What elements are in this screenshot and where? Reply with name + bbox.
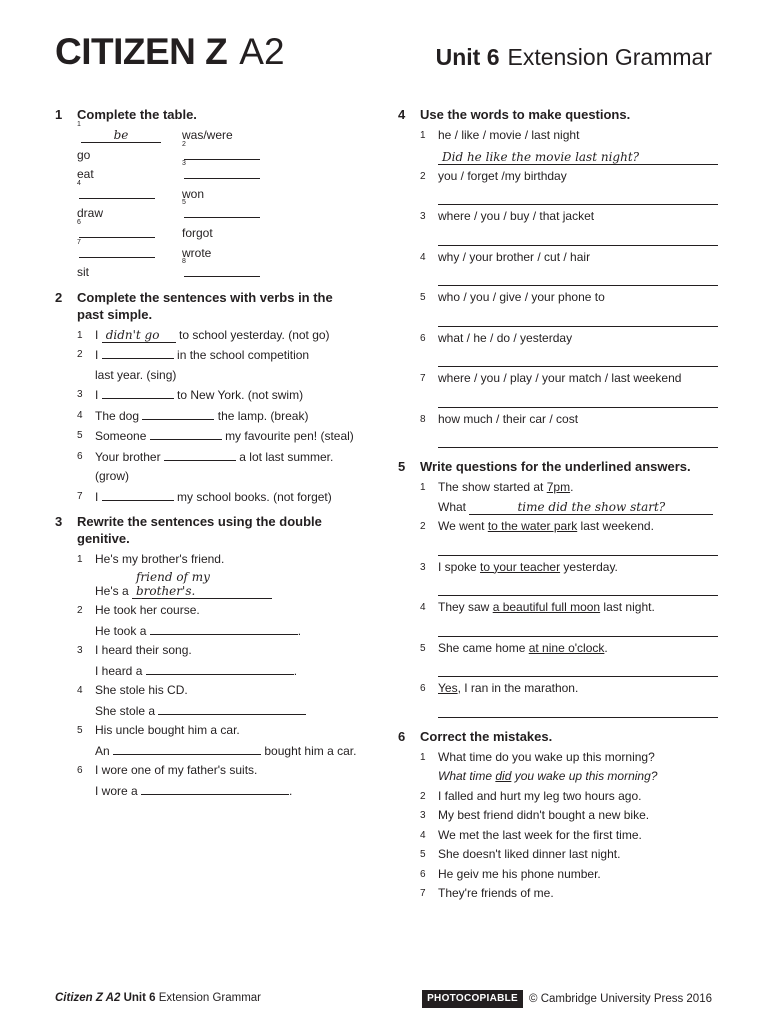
list-item: 5 Someone my favourite pen! (steal) xyxy=(55,426,360,447)
list-item: 6 Your brother a lot last summer. (grow) xyxy=(55,447,360,487)
left-column xyxy=(55,106,360,807)
exercise-1 xyxy=(55,106,360,283)
list-item: 5 His uncle bought him a car. An bought him a car. xyxy=(77,723,357,758)
answer-blank[interactable] xyxy=(102,345,174,359)
answer-line[interactable] xyxy=(438,699,718,718)
footer-copyright xyxy=(422,990,712,1008)
list-item: 6 I wore one of my father's suits. I wore a . xyxy=(77,763,293,798)
exercise-heading xyxy=(55,513,360,547)
unit-section: Extension Grammar xyxy=(507,44,712,70)
answer-blank[interactable] xyxy=(141,781,289,795)
table-cell: sit xyxy=(77,265,89,280)
answer-blank[interactable] xyxy=(102,487,174,501)
exercise-title: Use the words to make questions. xyxy=(420,107,631,122)
list-item: 3 My best friend didn't bought a new bike. xyxy=(420,808,650,822)
list-item: 4 They saw a beautiful full moon last night. xyxy=(420,600,655,614)
exercise-heading xyxy=(398,728,718,745)
model-correction: What time did you wake up this morning? xyxy=(438,769,658,783)
table-cell: 3 xyxy=(182,165,292,185)
footer-unit: Unit 6 xyxy=(123,992,156,1004)
table-cell: forgot xyxy=(182,225,213,240)
list-item: 3 where / you / buy / that jacket xyxy=(420,209,595,223)
list-item: 2 We went to the water park last weekend. xyxy=(420,519,654,533)
list-item: 2 I falled and hurt my leg two hours ago. xyxy=(420,788,642,803)
list-item: 2 you / forget /my birthday xyxy=(420,168,567,183)
exercise-heading xyxy=(55,106,360,123)
exercise-5 xyxy=(398,458,718,718)
list-item: 3 I to New York. (not swim) xyxy=(55,385,360,406)
list-item: 1 I didn't go to school yesterday. (not go) xyxy=(77,327,330,342)
table-cell: draw xyxy=(77,206,104,221)
list-item: 6 what / he / do / yesterday xyxy=(420,330,573,345)
exercise-number: 3 xyxy=(55,514,63,530)
answer-blank[interactable] xyxy=(150,621,298,635)
answer-line[interactable] xyxy=(438,308,718,327)
list-item: 7 I my school books. (not forget) xyxy=(55,487,360,508)
list-item: 4 why / your brother / cut / hair xyxy=(420,249,591,264)
list-item: 5 She doesn't liked dinner last night. xyxy=(420,847,621,861)
exercise-title: Complete the sentences with verbs in the past simple. xyxy=(77,289,333,322)
footer-brand: Citizen Z A2 xyxy=(55,992,121,1004)
answer-blank[interactable]: time did the show start? xyxy=(469,500,713,515)
answer-blank[interactable]: friend of my brother's. xyxy=(132,570,272,599)
exercise-2 xyxy=(55,289,360,508)
list-item: 5 who / you / give / your phone to xyxy=(420,290,605,304)
answer-line[interactable] xyxy=(438,577,718,596)
exercise-number: 5 xyxy=(398,459,406,474)
answer-blank[interactable] xyxy=(142,406,214,420)
list-item: 7 where / you / play / your match / last weekend xyxy=(420,371,682,385)
answer-line[interactable] xyxy=(438,146,718,165)
verb-table xyxy=(77,121,360,283)
answer-blank[interactable] xyxy=(150,426,222,440)
exercise-heading xyxy=(398,458,718,475)
answer-line[interactable] xyxy=(438,429,718,448)
brand-title xyxy=(55,30,285,74)
list-item: 3 I spoke to your teacher yesterday. xyxy=(420,559,618,574)
list-item: 1 What time do you wake up this morning? What time did you wake up this morning? xyxy=(420,749,658,783)
answer-line[interactable] xyxy=(438,186,718,205)
answer-line[interactable] xyxy=(438,227,718,246)
answer-blank[interactable] xyxy=(164,447,236,461)
answer-line[interactable] xyxy=(438,618,718,637)
list-item: 1 he / like / movie / last night xyxy=(420,128,580,142)
answer-blank[interactable] xyxy=(146,661,294,675)
answer-line[interactable] xyxy=(438,389,718,408)
photocopiable-badge: PHOTOCOPIABLE xyxy=(422,990,523,1008)
table-cell: 2 xyxy=(182,146,292,166)
exercise-title: Rewrite the sentences using the double genitive. xyxy=(77,514,322,547)
exercise-4 xyxy=(398,106,718,448)
model-answer: Did he like the movie last night? xyxy=(442,149,640,164)
exercise-number: 2 xyxy=(55,289,63,305)
table-cell: wrote xyxy=(182,245,212,260)
answer-line[interactable] xyxy=(438,267,718,286)
table-cell: 1 be xyxy=(77,126,182,146)
table-cell: 5 xyxy=(182,204,292,224)
footer-title xyxy=(55,990,261,1006)
list-item: 4 We met the last week for the first time. xyxy=(420,827,642,842)
answer-blank[interactable] xyxy=(113,741,261,755)
exercise-title: Write questions for the underlined answers. xyxy=(420,459,691,474)
footer-section: Extension Grammar xyxy=(158,992,262,1004)
table-cell: eat xyxy=(77,167,94,182)
exercise-number: 6 xyxy=(398,728,406,744)
exercise-3 xyxy=(55,513,360,801)
list-item: 6 Yes, I ran in the marathon. xyxy=(420,681,579,695)
answer-blank[interactable] xyxy=(79,244,155,258)
answer-line[interactable] xyxy=(438,658,718,677)
table-cell: 8 xyxy=(182,263,292,283)
answer-line[interactable] xyxy=(438,348,718,367)
answer-blank[interactable]: didn't go xyxy=(102,328,176,343)
exercise-title: Complete the table. xyxy=(77,107,197,122)
answer-blank[interactable] xyxy=(184,146,260,160)
unit-title xyxy=(436,42,712,72)
answer-blank[interactable] xyxy=(79,224,155,238)
unit-number: Unit 6 xyxy=(435,44,500,70)
answer-blank[interactable] xyxy=(102,385,174,399)
list-item: 1 The show started at 7pm. What time did the show start? xyxy=(398,478,718,517)
answer-blank[interactable] xyxy=(184,263,260,277)
table-cell: 4 xyxy=(77,185,182,205)
list-item: 5 She came home at nine o'clock. xyxy=(420,640,608,655)
list-item: 4 She stole his CD. She stole a xyxy=(55,681,360,721)
exercise-title: Correct the mistakes. xyxy=(420,728,553,744)
answer-blank[interactable]: be xyxy=(81,128,161,143)
list-item: 7 They're friends of me. xyxy=(420,886,554,900)
copyright-text: © Cambridge University Press 2016 xyxy=(529,993,712,1005)
right-column xyxy=(398,106,718,910)
list-item: 3 I heard their song. I heard a . xyxy=(77,643,298,678)
brand-name: CITIZEN Z xyxy=(55,31,228,72)
list-item: 8 how much / their car / cost xyxy=(420,411,579,426)
table-cell: go xyxy=(77,147,91,162)
answer-blank[interactable] xyxy=(158,701,306,715)
list-item: 1 He's my brother's friend. He's a friend of my brother's. xyxy=(55,550,360,601)
exercise-number: 1 xyxy=(55,107,63,122)
answer-blank[interactable] xyxy=(79,185,155,199)
list-item: 6 He geiv me his phone number. xyxy=(420,866,601,881)
table-cell: 7 xyxy=(77,244,182,264)
table-cell: won xyxy=(182,186,205,201)
exercise-6 xyxy=(398,728,718,904)
list-item: 2 He took her course. He took a . xyxy=(77,603,302,638)
answer-blank[interactable] xyxy=(184,165,260,179)
exercise-heading xyxy=(55,289,360,323)
answer-line[interactable] xyxy=(438,537,718,556)
list-item: 2 I in the school competition last year. (sing) xyxy=(55,345,360,385)
exercise-heading xyxy=(398,106,718,123)
table-cell: 6 xyxy=(77,224,182,244)
table-cell: was/were xyxy=(182,128,233,142)
brand-level: A2 xyxy=(239,31,285,72)
answer-blank[interactable] xyxy=(184,204,260,218)
list-item: 4 The dog the lamp. (break) xyxy=(55,406,360,427)
exercise-number: 4 xyxy=(398,107,406,122)
